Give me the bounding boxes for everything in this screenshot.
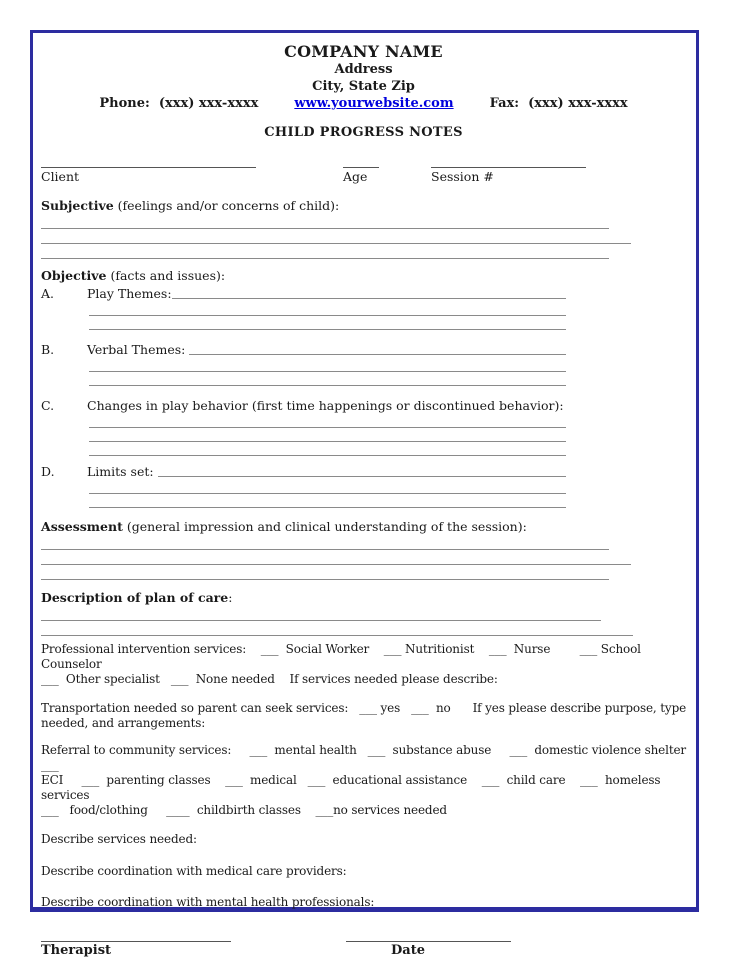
item-letter: C. (41, 398, 55, 413)
phone-number: Phone: (xxx) xxx-xxxx (99, 96, 259, 111)
referral-line-3: ___ food/clothing ____ childbirth classes ___no services needed (41, 803, 447, 817)
transportation (41, 701, 686, 731)
item-label: Changes in play behavior (first time happenings or discontinued behavior): (87, 398, 564, 413)
transportation-line-1: Transportation needed so parent can seek services: ___ yes ___ no If yes please describe purpose, type (41, 701, 687, 715)
item-label: Play Themes: (87, 286, 172, 301)
therapist-signature-field (41, 931, 346, 960)
transportation-line-2: needed, and arrangements: (41, 716, 206, 730)
fill-in-line (172, 286, 566, 299)
plan-colon: : (228, 590, 233, 605)
describe-medical-coordination: Describe coordination with medical care providers: (41, 864, 347, 878)
therapist-signature-line (41, 931, 231, 942)
objective-item-b (41, 342, 686, 386)
describe-services-needed: Describe services needed: (41, 832, 197, 846)
date-line (346, 931, 511, 942)
objective-item-a-row (41, 286, 566, 302)
describe-mental-health-coordination: Describe coordination with mental health professionals: (41, 895, 375, 909)
form-title: CHILD PROGRESS NOTES (264, 125, 463, 140)
contact-row (41, 95, 686, 113)
age-field (343, 157, 431, 185)
community-referral (41, 743, 701, 818)
section-assessment (41, 519, 686, 580)
objective-item-a (41, 286, 686, 330)
form-page-border (30, 30, 701, 958)
objective-item-c (41, 398, 686, 456)
date-label: Date (391, 943, 425, 958)
client-label: Client (41, 169, 80, 184)
age-label: Age (343, 169, 368, 184)
referral-line-2: ECI ___ parenting classes ___ medical ___ educational assistance ___ child care ___ homeless services (41, 773, 665, 802)
subjective-heading (41, 198, 686, 214)
fax-number: Fax: (xxx) xxx-xxxx (489, 96, 628, 111)
referral-line-1: Referral to community services: ___ mental health ___ substance abuse ___ domestic violence shelter ___ (41, 743, 701, 772)
fill-in-line (89, 358, 566, 372)
item-label: Limits set: (87, 464, 158, 479)
professional-services-line-2: ___ Other specialist ___ None needed If services needed please describe: (41, 672, 498, 686)
objective-hint: (facts and issues): (106, 268, 226, 283)
session-label: Session # (431, 169, 494, 184)
fill-in-line (89, 302, 566, 316)
objective-label: Objective (41, 268, 107, 283)
company-name: COMPANY NAME (284, 42, 443, 61)
client-fill-line (41, 157, 256, 168)
client-field (41, 157, 343, 185)
form-content (33, 33, 701, 960)
item-letter: D. (41, 464, 55, 479)
assessment-heading (41, 519, 686, 535)
fill-in-line (158, 464, 566, 477)
fill-in-line (89, 316, 566, 330)
assessment-line-1 (41, 535, 609, 550)
plan-heading (41, 590, 686, 606)
subjective-hint: (feelings and/or concerns of child): (113, 198, 340, 213)
fill-in-line (89, 480, 566, 494)
section-subjective (41, 198, 686, 259)
objective-item-c-row (41, 398, 566, 414)
section-objective (41, 268, 686, 284)
assessment-hint: (general impression and clinical understanding of the session): (122, 519, 527, 534)
plan-line-1 (41, 606, 601, 621)
assessment-line-3 (41, 565, 609, 580)
website-link[interactable]: www.yourwebsite.com (294, 96, 454, 111)
client-info-row (41, 157, 686, 185)
objective-item-d (41, 464, 686, 508)
subjective-line-2 (41, 229, 631, 244)
plan-line-2 (41, 621, 633, 636)
subjective-label: Subjective (41, 198, 114, 213)
item-letter: A. (41, 286, 55, 301)
fill-in-line (89, 372, 566, 386)
plan-label: Description of plan of care (41, 590, 229, 605)
objective-item-b-row (41, 342, 566, 358)
objective-item-d-row (41, 464, 566, 480)
assessment-line-2 (41, 550, 631, 565)
company-address: Address (334, 62, 393, 77)
assessment-label: Assessment (41, 519, 123, 534)
professional-services (41, 642, 686, 687)
date-field (346, 931, 511, 960)
fill-in-line (89, 414, 566, 428)
therapist-label: Therapist (41, 943, 112, 958)
item-label: Verbal Themes: (87, 342, 190, 357)
signature-row (41, 931, 686, 960)
session-field (431, 157, 586, 185)
item-letter: B. (41, 342, 55, 357)
section-plan-of-care (41, 590, 686, 636)
fill-in-line (89, 494, 566, 508)
professional-services-line-1: Professional intervention services: ___ Social Worker ___ Nutritionist ___ Nurse ___ School Counselor (41, 642, 645, 671)
fill-in-line (89, 428, 566, 442)
company-city-state-zip: City, State Zip (312, 79, 415, 94)
letterhead (41, 43, 686, 140)
subjective-line-1 (41, 214, 609, 229)
age-fill-line (343, 157, 379, 168)
fill-in-line (89, 442, 566, 456)
session-fill-line (431, 157, 586, 168)
objective-heading (41, 268, 686, 284)
subjective-line-3 (41, 244, 609, 259)
fill-in-line (189, 342, 566, 355)
